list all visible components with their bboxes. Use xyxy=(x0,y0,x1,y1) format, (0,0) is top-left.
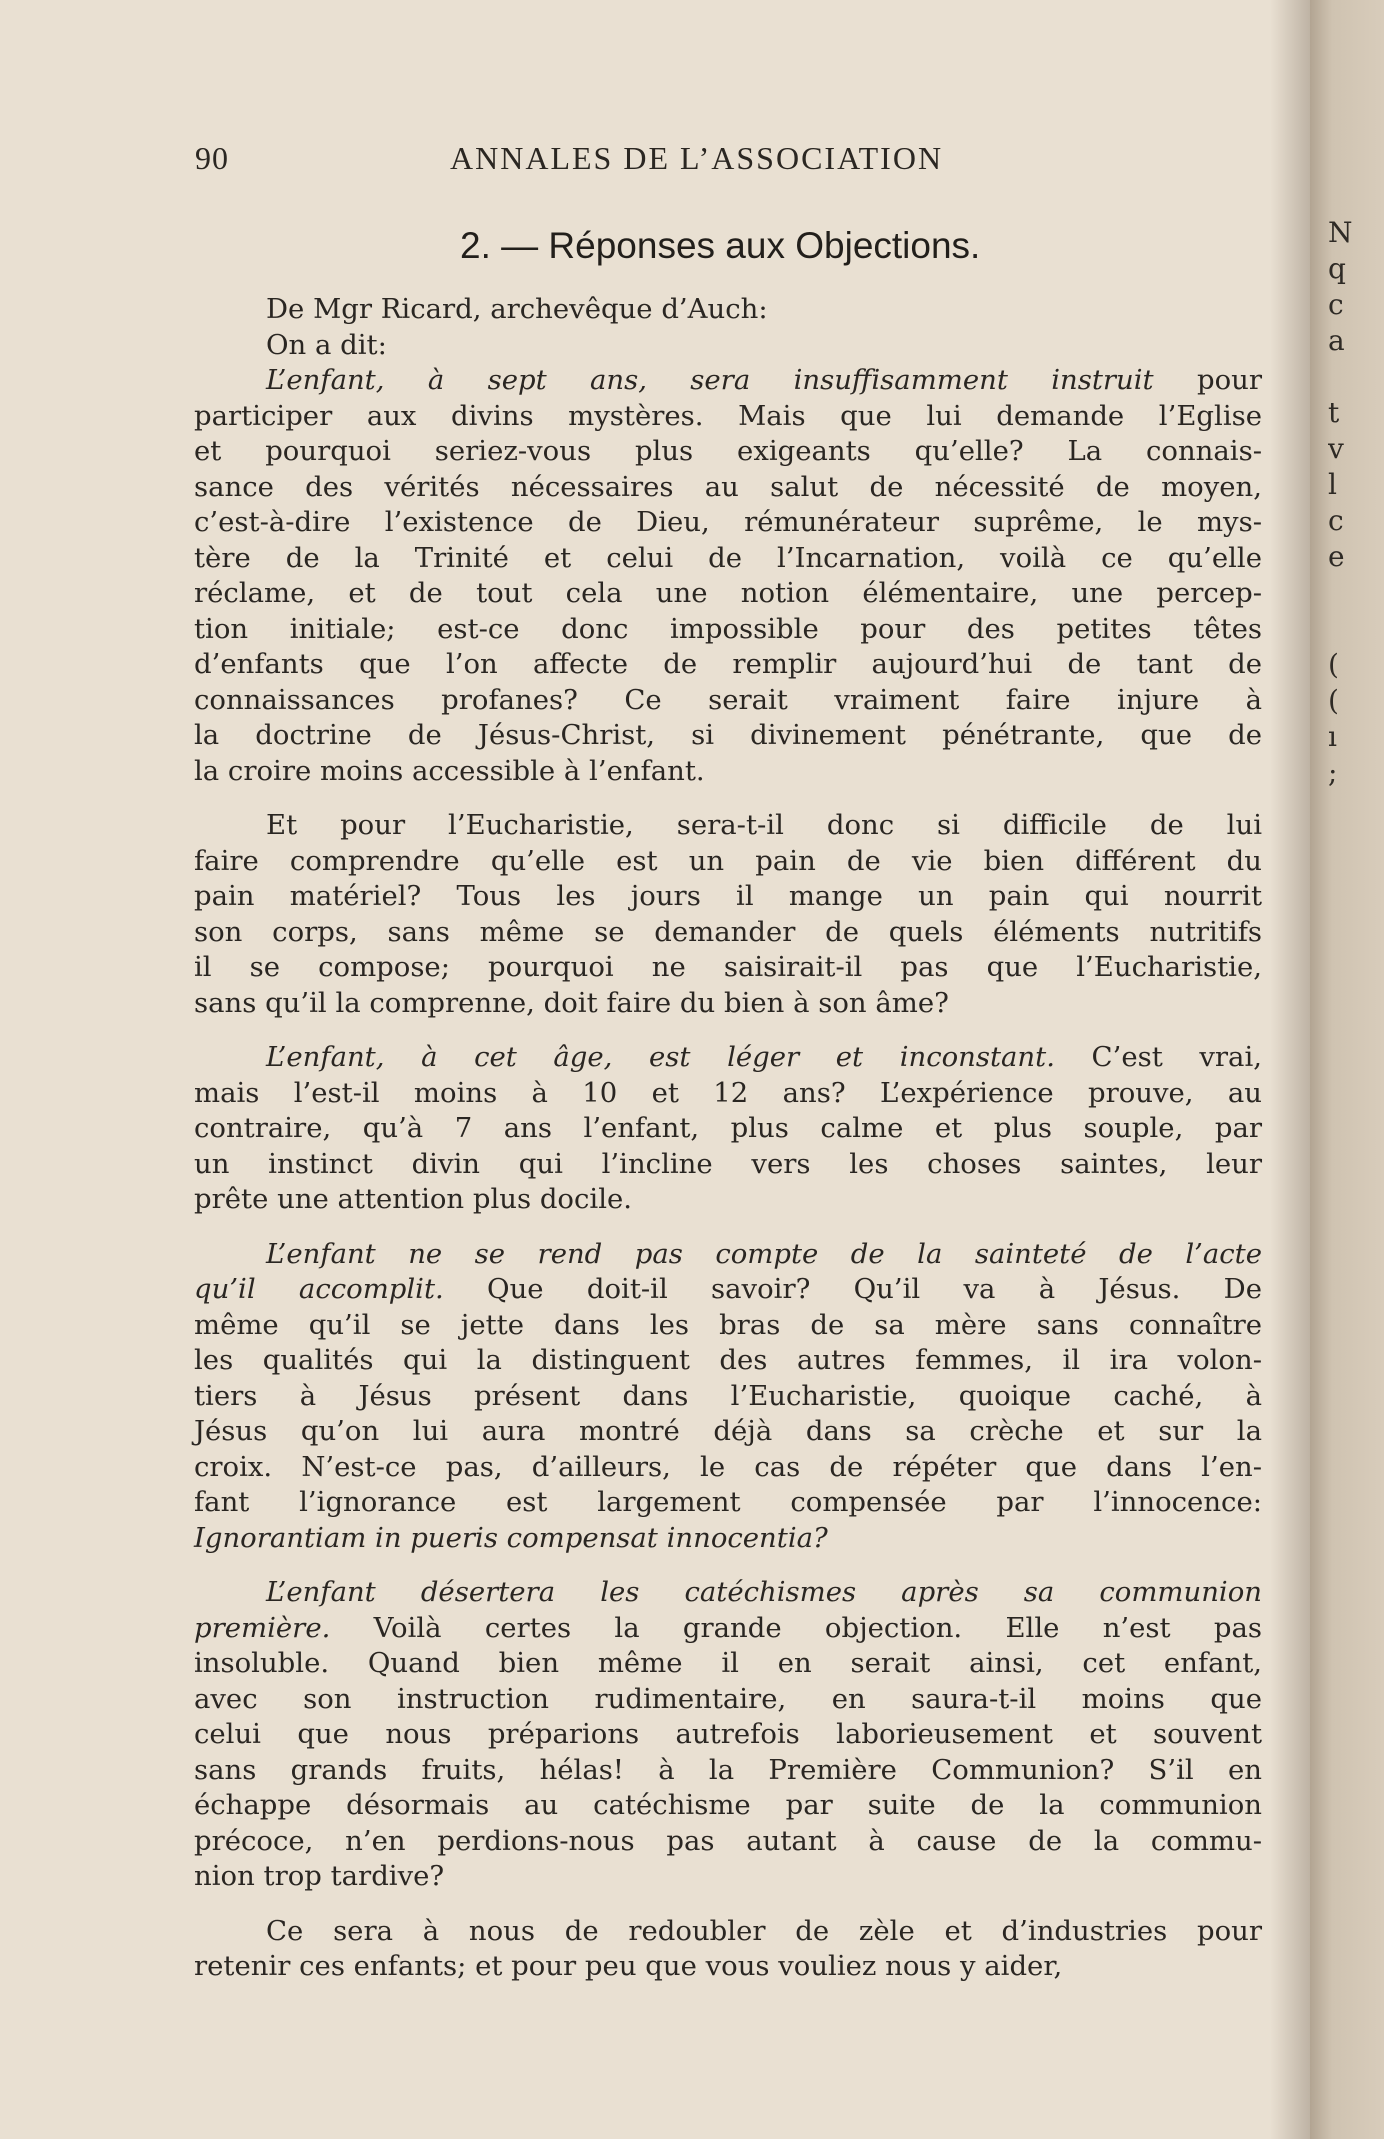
line-text: pain matériel? Tous les jours il mange un pain qui nourrit xyxy=(194,880,1262,912)
adjacent-fragment: e xyxy=(1328,540,1345,573)
line-text: Ce sera à nous de redoubler de zèle et d’industries pour xyxy=(266,1914,1262,1947)
line-text: il se compose; pourquoi ne saisirait-il pas que l’Eucharistie, xyxy=(194,951,1262,983)
text-line xyxy=(194,541,1262,577)
paragraph-gap xyxy=(194,1021,1262,1040)
line-text: un instinct divin qui l’incline vers les choses saintes, leur xyxy=(194,1147,1262,1180)
line-text: retenir ces enfants; et pour peu que vous vouliez nous y aider, xyxy=(194,1950,1063,1982)
said-line: On a dit: xyxy=(266,328,387,361)
line-text: contraire, qu’à 7 ans l’enfant, plus calme et plus souple, par xyxy=(194,1112,1262,1144)
text-line xyxy=(194,363,1262,399)
text-line xyxy=(194,1040,1262,1076)
text-line xyxy=(194,1147,1262,1183)
paragraph-gap xyxy=(194,1556,1262,1575)
adjacent-fragment: v xyxy=(1328,432,1344,465)
text-line xyxy=(194,1949,1262,1985)
text-line xyxy=(194,1272,1262,1308)
author-line: De Mgr Ricard, archevêque d’Auch: xyxy=(266,293,768,325)
text-line xyxy=(194,1379,1262,1415)
line-text: mais l’est-il moins à 10 et 12 ans? L’expérience prouve, au xyxy=(194,1076,1262,1109)
text-line xyxy=(194,1575,1262,1611)
adjacent-fragment: ı xyxy=(1328,720,1337,753)
line-text: nion trop tardive? xyxy=(194,1860,445,1892)
paragraph-gap xyxy=(194,1218,1262,1237)
line-text: précoce, n’en perdions-nous pas autant à cause de la commu- xyxy=(194,1824,1262,1857)
line-text: d’enfants que l’on affecte de remplir aujourd’hui de tant de xyxy=(194,648,1262,680)
text-line xyxy=(194,576,1262,612)
paragraph xyxy=(194,1237,1262,1557)
line-text: avec son instruction rudimentaire, en saura-t-il moins que xyxy=(194,1682,1262,1715)
line-text: Que doit-il savoir? Qu’il va à Jésus. De xyxy=(443,1273,1262,1305)
line-text: et pourquoi seriez-vous plus exigeants qu’elle? La connais- xyxy=(194,435,1262,467)
adjacent-fragment: ( xyxy=(1328,648,1339,681)
line-text: échappe désormais au catéchisme par suite de la communion xyxy=(194,1789,1262,1821)
paragraph xyxy=(194,1914,1262,1985)
body-text xyxy=(194,292,1262,1985)
italic-phrase: L’enfant ne se rend pas compte de la sainteté de l’acte xyxy=(266,1237,1262,1270)
line-text: insoluble. Quand bien même il en serait ainsi, cet enfant, xyxy=(194,1647,1262,1679)
adjacent-fragment: a xyxy=(1328,324,1345,357)
text-line xyxy=(194,1788,1262,1824)
text-line xyxy=(194,1646,1262,1682)
italic-phrase: L’enfant désertera les catéchismes après sa communion xyxy=(266,1576,1262,1608)
italic-phrase: qu’il accomplit. xyxy=(194,1273,444,1305)
line-text: les qualités qui la distinguent des autres femmes, il ira volon- xyxy=(194,1344,1262,1376)
text-line xyxy=(194,1414,1262,1450)
text-line xyxy=(194,844,1262,880)
adjacent-fragment xyxy=(1328,575,1384,611)
text-line xyxy=(194,1859,1262,1895)
italic-phrase: première. xyxy=(194,1611,331,1644)
running-head: ANNALES DE L’ASSOCIATION xyxy=(450,140,944,176)
italic-phrase: Ignorantiam in pueris compensat innocentia? xyxy=(194,1521,828,1554)
adjacent-fragment: t xyxy=(1328,396,1340,429)
text-line xyxy=(194,1308,1262,1344)
text-line xyxy=(194,1237,1262,1273)
adjacent-fragment: c xyxy=(1328,288,1344,321)
paragraph-gap xyxy=(194,789,1262,808)
paragraph xyxy=(194,1040,1262,1218)
text-line xyxy=(194,1717,1262,1753)
text-line xyxy=(194,505,1262,541)
line-text: celui que nous préparions autrefois laborieusement et souvent xyxy=(194,1718,1262,1750)
text-line xyxy=(194,1343,1262,1379)
paragraph xyxy=(194,808,1262,1021)
line-text: Et pour l’Eucharistie, sera-t-il donc si difficile de lui xyxy=(266,809,1262,841)
line-text: connaissances profanes? Ce serait vraiment faire injure à xyxy=(194,683,1262,716)
page-header xyxy=(195,140,1255,180)
text-line xyxy=(194,647,1262,683)
line-text: participer aux divins mystères. Mais que lui demande l’Eglise xyxy=(194,399,1262,432)
paragraph-gap xyxy=(194,1895,1262,1914)
line-text: son corps, sans même se demander de quels éléments nutritifs xyxy=(194,915,1262,948)
text-line xyxy=(194,986,1262,1022)
text-line xyxy=(194,1914,1262,1950)
adjacent-fragment: ; xyxy=(1328,756,1338,789)
line-text: faire comprendre qu’elle est un pain de vie bien différent du xyxy=(194,844,1262,877)
line-text: réclame, et de tout cela une notion élémentaire, une percep- xyxy=(194,577,1262,609)
text-line xyxy=(194,1076,1262,1112)
text-line xyxy=(194,1485,1262,1521)
line-text: la croire moins accessible à l’enfant. xyxy=(194,754,705,787)
adjacent-fragment: q xyxy=(1328,252,1346,285)
line-text: Voilà certes la grande objection. Elle n’est pas xyxy=(330,1611,1262,1644)
line-text: tion initiale; est-ce donc impossible pour des petites têtes xyxy=(194,612,1262,645)
text-line xyxy=(194,612,1262,648)
text-line xyxy=(194,1521,1262,1557)
adjacent-fragment xyxy=(1328,359,1384,395)
section-title: 2. — Réponses aux Objections. xyxy=(460,225,981,266)
adjacent-fragment: ( xyxy=(1328,684,1339,717)
text-line xyxy=(194,915,1262,951)
text-line xyxy=(194,1753,1262,1789)
line-text: pour xyxy=(1153,364,1262,396)
paragraph xyxy=(194,363,1262,789)
line-text: Jésus qu’on lui aura montré déjà dans sa crèche et sur la xyxy=(194,1415,1262,1447)
text-line xyxy=(194,470,1262,506)
line-text: fant l’ignorance est largement compensée par l’innocence: xyxy=(194,1486,1262,1518)
adjacent-fragment: c xyxy=(1328,504,1344,537)
text-line xyxy=(194,1682,1262,1718)
text-line xyxy=(194,1182,1262,1218)
line-text: C’est vrai, xyxy=(1054,1041,1262,1073)
text-line xyxy=(194,434,1262,470)
line-text: sans qu’il la comprenne, doit faire du bien à son âme? xyxy=(194,986,949,1019)
text-line xyxy=(194,1611,1262,1647)
adjacent-page-fragments xyxy=(1328,215,1384,791)
page-number: 90 xyxy=(195,140,229,176)
text-line xyxy=(194,1111,1262,1147)
adjacent-fragment xyxy=(1328,611,1384,647)
line-text: prête une attention plus docile. xyxy=(194,1183,632,1215)
line-text: tère de la Trinité et celui de l’Incarnation, voilà ce qu’elle xyxy=(194,541,1262,574)
text-line xyxy=(194,683,1262,719)
text-line xyxy=(194,718,1262,754)
text-line xyxy=(194,950,1262,986)
line-text: c’est-à-dire l’existence de Dieu, rémunérateur suprême, le mys- xyxy=(194,506,1262,538)
text-line xyxy=(194,879,1262,915)
text-line xyxy=(194,754,1262,790)
line-text: sans grands fruits, hélas! à la Première Communion? S’il en xyxy=(194,1753,1262,1786)
adjacent-page-edge xyxy=(1310,0,1384,2139)
italic-phrase: L’enfant, à cet âge, est léger et inconstant. xyxy=(266,1041,1055,1073)
line-text: croix. N’est-ce pas, d’ailleurs, le cas de répéter que dans l’en- xyxy=(194,1450,1262,1483)
paragraph xyxy=(194,1575,1262,1895)
text-line xyxy=(194,1450,1262,1486)
adjacent-fragment: l xyxy=(1328,468,1337,501)
line-text: même qu’il se jette dans les bras de sa mère sans connaître xyxy=(194,1308,1262,1341)
text-line xyxy=(194,1824,1262,1860)
italic-phrase: L’enfant, à sept ans, sera insuffisamment instruit xyxy=(266,364,1154,396)
paragraphs xyxy=(194,363,1262,1985)
line-text: sance des vérités nécessaires au salut de nécessité de moyen, xyxy=(194,470,1262,503)
line-text: la doctrine de Jésus-Christ, si divinement pénétrante, que de xyxy=(194,719,1262,751)
line-text: tiers à Jésus présent dans l’Eucharistie, quoique caché, à xyxy=(194,1379,1262,1412)
adjacent-fragment: N xyxy=(1328,216,1353,249)
text-line xyxy=(194,808,1262,844)
text-line xyxy=(194,399,1262,435)
